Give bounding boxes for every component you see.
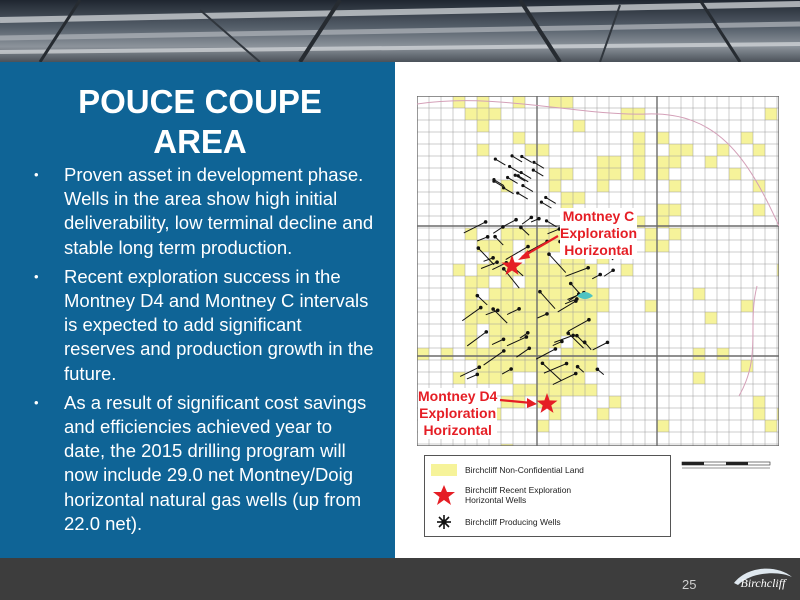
land-parcel: [585, 264, 597, 276]
star-icon: [431, 484, 457, 506]
land-parcel: [597, 180, 609, 192]
legend-label: Birchcliff Non-Confidential Land: [465, 465, 584, 475]
well-dot-icon: [540, 201, 543, 204]
land-parcel: [549, 276, 561, 288]
well-dot-icon: [502, 267, 506, 271]
land-parcel: [537, 228, 549, 240]
land-parcel: [645, 300, 657, 312]
well-dot-icon: [516, 191, 519, 194]
land-parcel: [489, 108, 501, 120]
land-parcel: [573, 312, 585, 324]
land-parcel: [741, 132, 753, 144]
logo-text: Birchcliff: [740, 576, 786, 590]
land-parcel: [657, 156, 669, 168]
land-parcel: [693, 348, 705, 360]
well-leg: [521, 173, 531, 179]
land-parcel: [513, 264, 525, 276]
land-parcel: [561, 96, 573, 108]
land-parcel: [465, 336, 477, 348]
land-parcel: [585, 300, 597, 312]
land-parcel: [597, 408, 609, 420]
page-number: 25: [682, 577, 697, 592]
well-dot-icon: [510, 154, 513, 157]
land-parcel: [537, 396, 549, 408]
well-dot-icon: [569, 282, 573, 286]
land-parcel: [525, 228, 537, 240]
well-dot-icon: [527, 346, 531, 350]
callout-line: Exploration: [419, 405, 497, 421]
well-dot-icon: [606, 341, 610, 345]
well-dot-icon: [532, 161, 535, 164]
land-parcel: [441, 348, 453, 360]
footer-bar: [0, 558, 800, 600]
callout-line: Horizontal: [423, 422, 492, 438]
land-parcel: [549, 168, 561, 180]
callout-line: Montney C: [562, 208, 635, 224]
bullet-text: As a result of significant cost savings and efficiencies achieved year to date, the 2015 drilling program will now include 29.0 net Montney/Doig horizontal natural gas wells (up from 22.0 net).: [64, 391, 367, 534]
well-dot-icon: [508, 165, 511, 168]
land-parcel: [657, 420, 669, 432]
land-parcel: [465, 324, 477, 336]
well-dot-icon: [491, 307, 495, 311]
land-parcel: [477, 96, 489, 108]
land-parcel: [513, 396, 525, 408]
well-dot-icon: [514, 174, 517, 177]
well-dot-icon: [545, 312, 549, 316]
land-parcel: [549, 324, 561, 336]
well-dot-icon: [502, 349, 506, 353]
land-parcel: [669, 144, 681, 156]
well-dot-icon: [502, 337, 506, 341]
well-dot-icon: [525, 335, 529, 339]
land-parcel: [597, 168, 609, 180]
callout-line: Montney D4: [418, 388, 498, 404]
well-dot-icon: [571, 334, 575, 338]
well-dot-icon: [586, 266, 590, 270]
land-parcel: [561, 384, 573, 396]
well-dot-icon: [526, 331, 530, 335]
well-dot-icon: [479, 306, 483, 310]
land-parcel: [561, 348, 573, 360]
land-parcel: [753, 204, 765, 216]
land-parcel: [513, 96, 525, 108]
land-parcel: [489, 360, 501, 372]
well-dot-icon: [575, 334, 579, 338]
well-dot-icon: [544, 196, 547, 199]
land-parcel: [465, 288, 477, 300]
land-parcel: [537, 384, 549, 396]
land-parcel: [453, 96, 465, 108]
land-parcel: [513, 312, 525, 324]
land-parcel: [561, 312, 573, 324]
well-dot-icon: [587, 318, 591, 322]
well-dot-icon: [530, 216, 534, 220]
land-parcel: [645, 240, 657, 252]
land-parcel: [597, 156, 609, 168]
land-parcel: [633, 132, 645, 144]
land-parcel: [693, 372, 705, 384]
well-leg: [510, 167, 520, 173]
land-parcel: [501, 228, 513, 240]
land-parcel: [573, 384, 585, 396]
bullet-item: [34, 391, 374, 536]
well-dot-icon: [493, 235, 497, 239]
land-parcel: [753, 396, 765, 408]
land-parcel: [465, 348, 477, 360]
legend-label-line: Horizontal Wells: [465, 495, 527, 505]
land-parcel: [477, 240, 489, 252]
bullet-dot-icon: •: [34, 394, 39, 410]
land-parcel: [489, 240, 501, 252]
land-parcel: [537, 300, 549, 312]
land-parcel: [465, 108, 477, 120]
well-dot-icon: [492, 180, 495, 183]
legend-label: Birchcliff Producing Wells: [465, 517, 561, 527]
bullet-text: Recent exploration success in the Montney D4 and Montney C intervals is expected to add significant reserves and production growth in the future.: [64, 265, 374, 384]
well-dot-icon: [538, 290, 542, 294]
callout-montney-c: [560, 208, 637, 259]
bullet-dot-icon: •: [34, 167, 39, 182]
well-dot-icon: [514, 218, 518, 222]
land-parcel: [729, 168, 741, 180]
land-parcel: [489, 288, 501, 300]
land-parcel: [657, 168, 669, 180]
land-parcel: [657, 204, 669, 216]
well-dot-icon: [484, 220, 488, 224]
well-dot-icon: [501, 225, 505, 229]
bullet-dot-icon: •: [34, 268, 39, 284]
well-dot-icon: [583, 340, 587, 344]
land-parcel: [513, 360, 525, 372]
bullet-text: Proven asset in development phase. Wells in the area show high initial deliverability, low terminal decline and stable long term production.: [64, 164, 374, 258]
title-line-1: POUCE COUPE: [78, 83, 322, 120]
legend-row-producing: [431, 514, 561, 530]
callout-line: Exploration: [560, 225, 638, 241]
land-parcel: [657, 132, 669, 144]
land-parcel: [585, 312, 597, 324]
well-dot-icon: [495, 260, 499, 264]
well-dot-icon: [545, 240, 549, 244]
well-dot-icon: [574, 372, 578, 376]
land-parcel: [501, 240, 513, 252]
land-parcel: [477, 108, 489, 120]
well-dot-icon: [477, 365, 481, 369]
land-parcel: [477, 300, 489, 312]
land-parcel: [549, 180, 561, 192]
land-parcel: [537, 336, 549, 348]
land-parcel: [453, 264, 465, 276]
well-dot-icon: [611, 268, 615, 272]
legend-label-line: Birchcliff Recent Exploration: [465, 485, 572, 495]
land-parcel: [585, 276, 597, 288]
well-dot-icon: [476, 294, 480, 298]
well-leg: [523, 186, 533, 192]
land-parcel: [513, 132, 525, 144]
land-parcel: [537, 420, 549, 432]
land-parcel: [585, 336, 597, 348]
callout-line: Horizontal: [564, 242, 633, 258]
land-parcel: [633, 144, 645, 156]
well-dot-icon: [541, 361, 545, 365]
land-parcel: [705, 156, 717, 168]
land-parcel: [525, 252, 537, 264]
land-parcel: [549, 408, 561, 420]
well-leg: [495, 159, 505, 165]
land-parcel: [573, 276, 585, 288]
header-photo-banner: [0, 0, 800, 62]
land-parcel: [573, 348, 585, 360]
land-parcel: [489, 336, 501, 348]
land-parcel: [573, 192, 585, 204]
land-parcel: [705, 312, 717, 324]
land-parcel: [669, 156, 681, 168]
land-parcel: [609, 156, 621, 168]
land-parcel: [513, 384, 525, 396]
land-parcel: [501, 396, 513, 408]
well-dot-icon: [554, 347, 558, 351]
land-parcel: [645, 228, 657, 240]
land-parcel: [549, 384, 561, 396]
land-parcel: [525, 312, 537, 324]
well-dot-icon: [526, 245, 530, 249]
land-parcel: [477, 144, 489, 156]
land-parcel: [549, 396, 561, 408]
land-parcel: [501, 300, 513, 312]
land-parcel: [489, 252, 501, 264]
land-parcel: [537, 276, 549, 288]
land-parcel: [741, 300, 753, 312]
well-dot-icon: [484, 330, 488, 334]
callout-montney-d4: [418, 388, 497, 439]
legend-label: [465, 485, 571, 505]
well-leg: [522, 156, 532, 162]
land-parcel: [489, 324, 501, 336]
well-dot-icon: [537, 217, 541, 221]
well-dot-icon: [575, 297, 579, 301]
land-parcel: [681, 144, 693, 156]
slide-title: [20, 82, 380, 162]
land-parcel: [525, 360, 537, 372]
land-parcel: [477, 276, 489, 288]
land-parcel: [525, 144, 537, 156]
well-dot-icon: [505, 261, 509, 265]
land-parcel: [561, 168, 573, 180]
land-parcel: [573, 324, 585, 336]
well-leg: [546, 197, 556, 203]
well-dot-icon: [506, 176, 509, 179]
well-dot-icon: [532, 168, 535, 171]
land-parcel: [525, 288, 537, 300]
well-leg: [534, 162, 544, 168]
land-parcel: [549, 300, 561, 312]
land-parcel: [525, 264, 537, 276]
land-parcel: [465, 276, 477, 288]
well-symbol-icon: [431, 514, 457, 530]
land-parcel: [477, 348, 489, 360]
land-parcel: [513, 324, 525, 336]
land-parcel: [489, 372, 501, 384]
well-dot-icon: [547, 252, 551, 256]
land-parcel: [585, 324, 597, 336]
land-parcel: [609, 168, 621, 180]
bullet-item: [34, 163, 374, 260]
land-parcel: [621, 264, 633, 276]
well-dot-icon: [509, 367, 513, 371]
land-parcel: [633, 156, 645, 168]
well-leg: [518, 193, 528, 199]
well-dot-icon: [494, 157, 497, 160]
well-dot-icon: [512, 266, 516, 270]
land-parcel: [453, 372, 465, 384]
title-line-2: AREA: [153, 123, 247, 160]
land-parcel: [693, 288, 705, 300]
well-dot-icon: [545, 219, 548, 222]
land-parcel: [717, 348, 729, 360]
pipes-illustration: [0, 0, 800, 62]
well-leg: [533, 170, 543, 176]
land-parcel: [597, 300, 609, 312]
land-parcel: [501, 288, 513, 300]
well-dot-icon: [486, 235, 490, 239]
land-parcel: [633, 168, 645, 180]
land-parcel: [597, 288, 609, 300]
land-parcel: [753, 408, 765, 420]
land-parcel: [501, 324, 513, 336]
well-dot-icon: [596, 367, 600, 371]
land-parcel: [465, 300, 477, 312]
land-parcel: [513, 288, 525, 300]
well-dot-icon: [520, 155, 523, 158]
well-dot-icon: [519, 226, 523, 230]
land-parcel: [489, 312, 501, 324]
land-parcel: [537, 324, 549, 336]
land-parcel: [657, 240, 669, 252]
well-dot-icon: [517, 307, 521, 311]
well-leg: [541, 202, 551, 208]
land-parcel: [525, 384, 537, 396]
well-dot-icon: [475, 373, 479, 377]
well-dot-icon: [566, 331, 570, 335]
legend-row-recent: [431, 484, 571, 506]
well-dot-icon: [598, 273, 602, 277]
land-parcel: [417, 348, 429, 360]
company-logo: [728, 563, 798, 595]
well-leg: [518, 176, 528, 182]
bullet-item: [34, 265, 374, 386]
legend-row-land: [431, 464, 584, 476]
land-parcel: [477, 120, 489, 132]
land-parcel: [669, 228, 681, 240]
well-dot-icon: [496, 308, 500, 312]
land-parcel: [525, 300, 537, 312]
land-parcel: [753, 144, 765, 156]
land-parcel: [525, 276, 537, 288]
land-parcel: [549, 312, 561, 324]
well-dot-icon: [576, 365, 580, 369]
land-parcel: [549, 288, 561, 300]
land-swatch-icon: [431, 464, 457, 476]
land-parcel: [717, 144, 729, 156]
well-dot-icon: [517, 174, 520, 177]
land-parcel: [513, 348, 525, 360]
land-parcel: [537, 264, 549, 276]
land-parcel: [669, 204, 681, 216]
land-parcel: [537, 288, 549, 300]
land-parcel: [765, 420, 777, 432]
land-parcel: [549, 96, 561, 108]
land-parcel: [585, 360, 597, 372]
land-parcel: [609, 396, 621, 408]
land-parcel: [669, 180, 681, 192]
land-parcel: [765, 108, 777, 120]
land-parcel: [561, 360, 573, 372]
well-dot-icon: [565, 362, 569, 366]
well-dot-icon: [477, 246, 481, 250]
land-parcel: [561, 192, 573, 204]
land-parcel: [573, 120, 585, 132]
map-legend: [424, 455, 671, 537]
land-parcel: [585, 384, 597, 396]
well-dot-icon: [491, 256, 495, 260]
land-parcel: [537, 372, 549, 384]
land-parcel: [537, 252, 549, 264]
land-parcel: [537, 144, 549, 156]
well-dot-icon: [521, 184, 524, 187]
scale-bar: [680, 456, 775, 474]
well-dot-icon: [520, 171, 523, 174]
bullet-list: [34, 163, 374, 541]
